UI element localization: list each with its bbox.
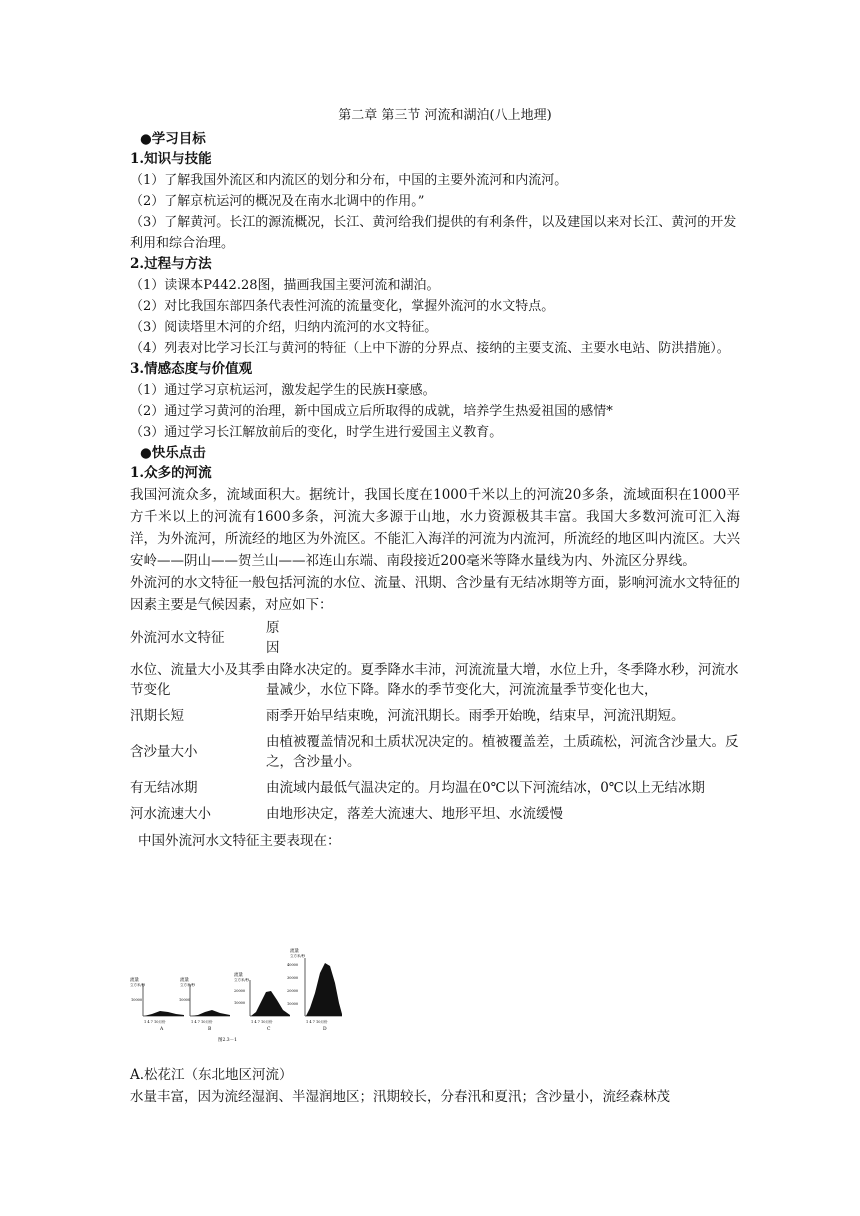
table-header-left: 外流河水文特征 (130, 630, 225, 646)
values-item: （2）通过学习黄河的治理，新中国成立后所取得的成就，培养学生热爱祖国的感情* (130, 404, 613, 419)
figure-unit: 立方米/秒 (180, 983, 196, 987)
figure-unit: 立方米/秒 (130, 983, 146, 987)
figure-panel-c (234, 971, 290, 1032)
table-row (130, 660, 742, 706)
figure-ylabel: 流量 (234, 973, 243, 978)
section-a-label: A.松花江（东北地区河流） (130, 1067, 293, 1083)
figure-tick: 30000 (287, 976, 299, 980)
river-flow-figure (130, 948, 342, 1044)
figure-panel-a (130, 976, 184, 1032)
figure-panel-label: D (323, 1027, 327, 1032)
fun-click-heading: ●快乐点击 (140, 445, 206, 461)
values-item: （3）通过学习长江解放前后的变化，时学生进行爱国主义教育。 (130, 425, 503, 440)
process-item: （4）列表对比学习长江与黄河的特征（上中下游的分界点、接纳的主要支流、主要水电站、防洪措施）。 (130, 341, 730, 356)
table-cell-reason: 由流域内最低气温决定的。月均温在0℃以下河流结冰，0℃以上无结冰期 (266, 780, 705, 796)
process-heading: 2.过程与方法 (130, 256, 212, 272)
figure-ylabel: 流量 (290, 949, 299, 954)
figure-tick: 20000 (287, 989, 299, 993)
section-a-text: 水量丰富，因为流经湿润、半湿润地区；汛期较长，分春汛和夏汛；含沙量小，流经森林茂 (130, 1089, 670, 1105)
rivers-heading: 1.众多的河流 (130, 465, 212, 481)
figure-tick: 20000 (234, 989, 246, 993)
rivers-paragraph: 我国河流众多，流域面积大。据统计，我国长度在1000千米以上的河流20多条，流域面积在1000平方千米以上的河流有1600多条，河流大多源于山地，水力资源极其丰富。我国大多数河流可汇入海洋，为外流河，所流经的地区为外流区。不能汇入海洋的河流为内流河，所流经的地区叫内流区。大兴安岭——阴山——贺兰山——祁连山东端、南段接近200毫米等降水量线为内、外流区分界线。 (130, 487, 740, 569)
knowledge-item: （2）了解京杭运河的概况及在南水北调中的作用。” (130, 194, 425, 209)
process-item: （1）读课本P442.28图，描画我国主要河流和湖泊。 (130, 278, 440, 293)
table-cell-feature: 含沙量大小 (130, 744, 198, 760)
knowledge-heading: 1.知识与技能 (130, 151, 212, 167)
figure-unit: 立方米/秒 (290, 954, 306, 958)
hydrology-paragraph: 外流河的水文特征一般包括河流的水位、流量、汛期、含沙量有无结冰期等方面，影响河流水文特征的因素主要是气候因素，对应如下： (130, 575, 740, 613)
figure-panel-b (179, 976, 230, 1032)
table-header-char: 因 (266, 640, 280, 656)
figure-month-ticks: 1 4 7 10月份 (251, 1020, 273, 1024)
figure-tick: 40000 (287, 963, 299, 967)
figure-tick: 10000 (234, 1001, 246, 1005)
figure-ylabel: 流量 (130, 978, 139, 983)
process-item: （3）阅读塔里木河的介绍，归纳内流河的水文特征。 (130, 320, 438, 335)
figure-panel-label: B (208, 1027, 212, 1032)
figure-tick: 10000 (131, 998, 143, 1002)
document-body (130, 106, 740, 852)
figure-month-ticks: 1 4 7 10月份 (306, 1020, 328, 1024)
table-header-row (130, 618, 742, 660)
page-title: 第二章 第三节 河流和湖泊(八上地理) (338, 108, 552, 123)
table-row (130, 778, 742, 804)
figure-tick: 10000 (179, 998, 191, 1002)
hydrology-table (130, 618, 742, 830)
figure-month-ticks: 1 4 7 10月份 (144, 1020, 166, 1024)
process-item: （2）对比我国东部四条代表性河流的流量变化，掌握外流河的水文特点。 (130, 299, 555, 314)
table-row (130, 732, 742, 778)
table-cell-feature: 水位、流量大小及其季节变化 (130, 662, 265, 698)
learning-goals-heading: ●学习目标 (140, 131, 206, 147)
intro-line: 中国外流河水文特征主要表现在： (138, 833, 341, 849)
figure-ylabel: 流量 (180, 978, 189, 983)
values-item: （1）通过学习京杭运河，激发起学生的民族H豪感。 (130, 383, 436, 398)
table-cell-reason: 由地形决定，落差大流速大、地形平坦、水流缓慢 (266, 806, 563, 822)
figure-panel-d (287, 948, 342, 1032)
figure-tick: 10000 (287, 1002, 299, 1006)
table-cell-feature: 汛期长短 (130, 708, 184, 724)
figure-panel-label: C (267, 1027, 271, 1032)
table-cell-feature: 有无结冰期 (130, 780, 198, 796)
knowledge-item: （3）了解黄河。长江的源流概况，长江、黄河给我们提供的有利条件，以及建国以来对长江、黄河的开发利用和综合治理。 (130, 215, 737, 251)
table-row (130, 706, 742, 732)
figure-unit: 立方米/秒 (234, 978, 250, 982)
table-cell-reason: 由植被覆盖情况和土质状况决定的。植被覆盖差，土质疏松，河流含沙量大。反之，含沙量小。 (266, 734, 739, 770)
figure-month-ticks: 1 4 7 10月份 (191, 1020, 213, 1024)
knowledge-item: （1）了解我国外流区和内流区的划分和分布，中国的主要外流河和内流河。 (130, 173, 568, 188)
table-header-char: 原 (266, 620, 280, 636)
figure-panel-label: A (160, 1027, 164, 1032)
table-header-right (266, 618, 742, 660)
values-heading: 3.情感态度与价值观 (130, 361, 253, 377)
table-row (130, 804, 742, 830)
table-cell-feature: 河水流速大小 (130, 806, 211, 822)
table-cell-reason: 雨季开始早结束晚，河流汛期长。雨季开始晚，结束早，河流汛期短。 (266, 708, 685, 724)
figure-caption: 图2.3－1 (218, 1038, 238, 1043)
table-cell-reason: 由降水决定的。夏季降水丰沛，河流流量大增，水位上升，冬季降水秒，河流水量减少，水位下降。降水的季节变化大，河流流量季节变化也大， (266, 662, 739, 698)
